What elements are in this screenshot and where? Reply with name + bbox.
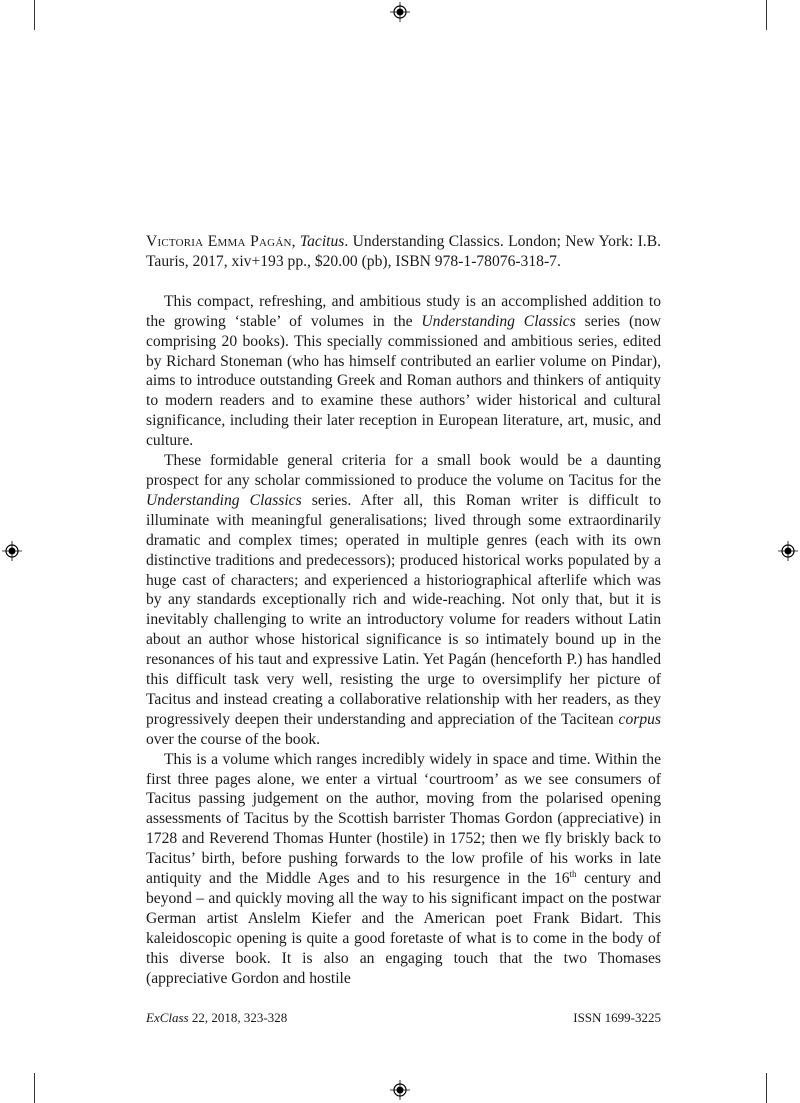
paragraph bbox=[146, 451, 661, 750]
book-title: Tacitus bbox=[299, 233, 345, 250]
crop-mark bbox=[34, 0, 35, 30]
italic-term: corpus bbox=[618, 710, 661, 728]
paragraph-text: This compact, refreshing, and ambitious study is an accomplished addition to the growing ‘stable’ of volumes in the bbox=[146, 292, 661, 330]
registration-mark-icon bbox=[2, 541, 22, 561]
paragraph-text: series. After all, this Roman writer is difficult to illuminate with meaningful generalisations; lived through some extraordinarily dramatic and complex times; operated in multiple genres (each with its own distinctive traditions and predecessors); produced historical works populated by a huge cast of characters; and experienced a historiographical afterlife which was by any standards exceptionally rich and wide-reaching. Not only that, but it is inevitably challenging to write an introductory volume for readers without Latin about an author whose historical significance is so intimately bound up in the resonances of his taut and expressive Latin. Yet Pagán (henceforth P.) has handled this difficult task very well, resisting the urge to oversimplify her picture of Tacitus and instead creating a collaborative relationship with her readers, as they progressively deepen their understanding and appreciation of the Tacitean bbox=[146, 491, 661, 728]
paragraph-text: series (now comprising 20 books). This specially commissioned and ambitious series, edited by Richard Stoneman (who has himself contributed an earlier volume on Pindar), aims to introduce outstanding Greek and Roman authors and thinkers of antiquity to modern readers and to examine these authors’ wider historical and cultural significance, including their later reception in European literature, art, music, and culture. bbox=[146, 312, 661, 450]
series-title: Understanding Classics bbox=[421, 312, 576, 330]
paragraph-text: These formidable general criteria for a small book would be a daunting prospect for any scholar commissioned to produce the volume on Tacitus for the bbox=[146, 452, 661, 489]
paragraph-text: over the course of the book. bbox=[146, 730, 321, 748]
superscript: th bbox=[569, 869, 577, 880]
paragraph bbox=[146, 750, 661, 989]
crop-mark bbox=[34, 1073, 35, 1103]
journal-name: ExClass bbox=[146, 1010, 189, 1025]
journal-reference bbox=[146, 1010, 287, 1026]
review-body bbox=[146, 232, 661, 989]
registration-mark-icon bbox=[778, 541, 798, 561]
paragraph bbox=[146, 292, 661, 451]
crop-mark bbox=[766, 0, 767, 30]
registration-mark-icon bbox=[390, 2, 410, 22]
paragraph-text: This is a volume which ranges incredibly widely in space and time. Within the first three pages alone, we enter a virtual ‘courtroom’ as we see consumers of Tacitus passing judgement on the author, moving from the polarised opening assessments of Tacitus by the Scottish barrister Thomas Gordon (appreciative) in 1728 and Reverend Thomas Hunter (hostile) in 1752; then we fly briskly back to Tacitus’ birth, before pushing forwards to the low profile of his works in late antiquity and the Middle Ages and to his resurgence in the 16 bbox=[146, 750, 661, 888]
journal-details: 22, 2018, 323-328 bbox=[188, 1010, 288, 1025]
reviewed-author: Victoria Emma Pagán bbox=[146, 233, 292, 250]
series-title: Understanding Classics bbox=[146, 491, 302, 509]
book-citation: Victoria Emma Pagán, Tacitus. Understanding Classics. London; New York: I.B. Tauris, 2017, xiv+193 pp., $20.00 (pb), ISBN 978-1-78076-318-7. bbox=[146, 233, 662, 270]
registration-mark-icon bbox=[390, 1080, 410, 1100]
citation-details: . Understanding Classics. London; New York: I.B. Tauris, 2017, xiv+193 pp., $20.00 (pb), ISBN 978-1-78076-318-7. bbox=[146, 233, 662, 270]
page-footer bbox=[146, 1010, 661, 1026]
paragraph-text: century and beyond – and quickly moving all the way to his significant impact on the postwar German artist Anslelm Kiefer and the American poet Frank Bidart. This kaleidoscopic opening is quite a good foretaste of what is to come in the body of this diverse book. It is also an engaging touch that the two Thomases (appreciative Gordon and hostile bbox=[146, 870, 662, 987]
issn: ISSN 1699-3225 bbox=[573, 1010, 661, 1025]
crop-mark bbox=[766, 1073, 767, 1103]
